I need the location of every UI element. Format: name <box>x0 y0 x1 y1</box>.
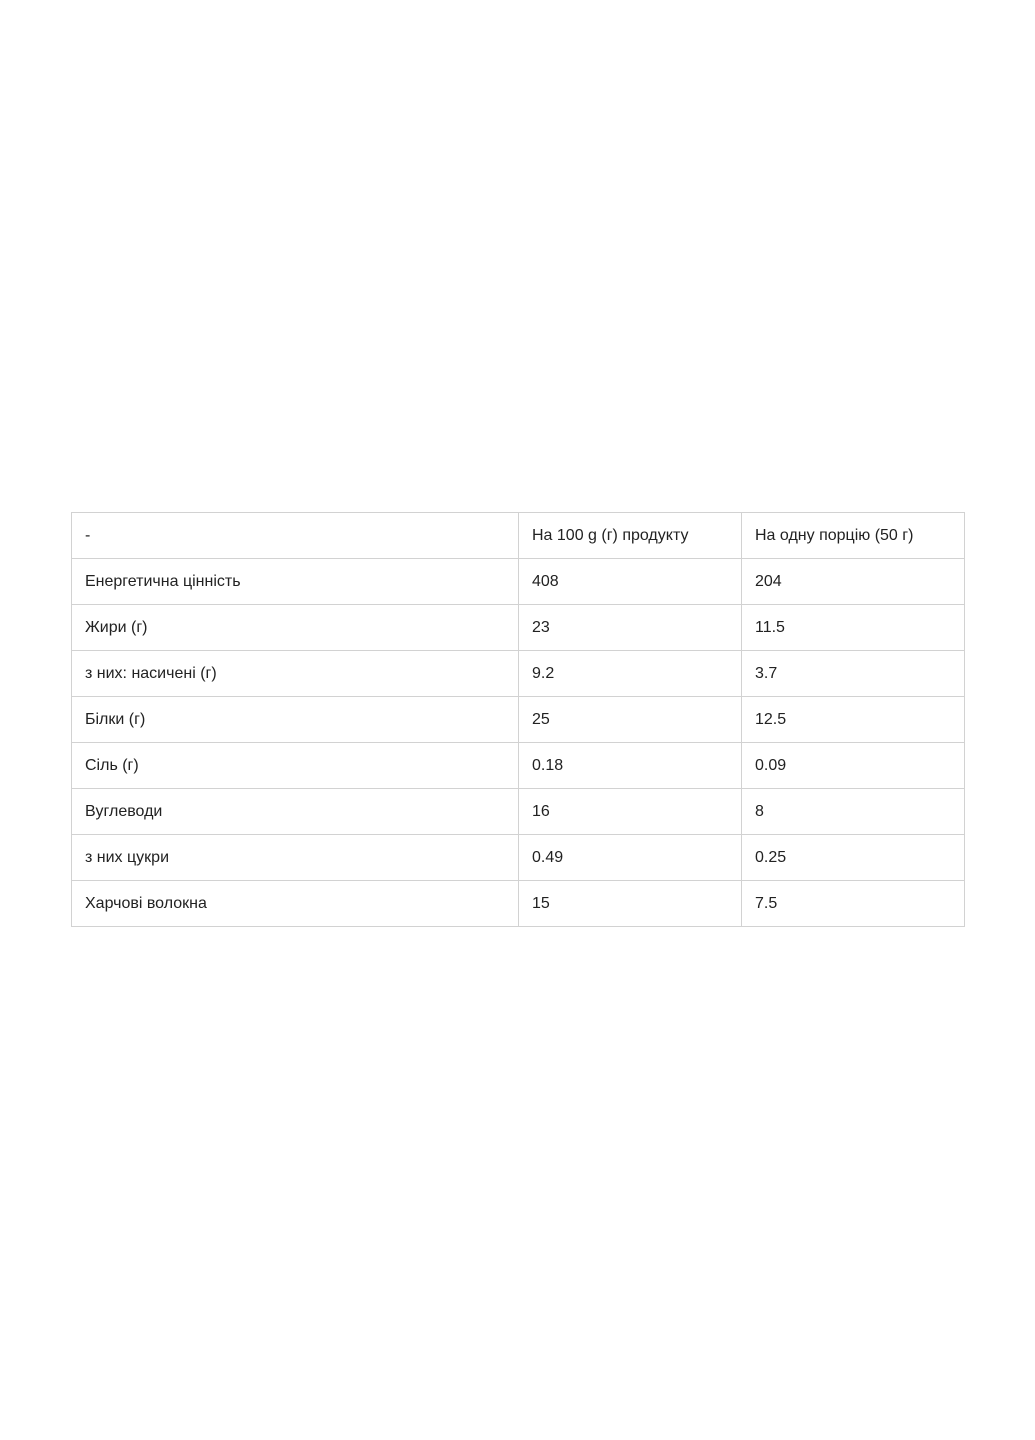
nutrition-table <box>71 512 965 927</box>
nutrient-name: Енергетична цінність <box>72 559 519 605</box>
nutrient-name: Білки (г) <box>72 697 519 743</box>
table-row <box>72 881 965 927</box>
value-per-100g: 15 <box>519 881 742 927</box>
nutrient-name: Харчові волокна <box>72 881 519 927</box>
table-row <box>72 743 965 789</box>
value-per-100g: 25 <box>519 697 742 743</box>
value-per-100g: 408 <box>519 559 742 605</box>
value-per-serving: 8 <box>742 789 965 835</box>
value-per-serving: 12.5 <box>742 697 965 743</box>
table-row <box>72 789 965 835</box>
nutrient-name: Вуглеводи <box>72 789 519 835</box>
header-cell-per-serving: На одну порцію (50 г) <box>742 513 965 559</box>
header-cell-per-100g: На 100 g (г) продукту <box>519 513 742 559</box>
value-per-serving: 3.7 <box>742 651 965 697</box>
table-row <box>72 697 965 743</box>
table-row <box>72 605 965 651</box>
table-header-row <box>72 513 965 559</box>
value-per-serving: 7.5 <box>742 881 965 927</box>
value-per-100g: 23 <box>519 605 742 651</box>
nutrient-name: Сіль (г) <box>72 743 519 789</box>
nutrient-name: Жири (г) <box>72 605 519 651</box>
table-row <box>72 835 965 881</box>
table-row <box>72 559 965 605</box>
value-per-serving: 0.09 <box>742 743 965 789</box>
header-cell-label: - <box>72 513 519 559</box>
nutrient-name: з них цукри <box>72 835 519 881</box>
value-per-100g: 0.18 <box>519 743 742 789</box>
value-per-serving: 204 <box>742 559 965 605</box>
value-per-serving: 0.25 <box>742 835 965 881</box>
value-per-100g: 9.2 <box>519 651 742 697</box>
value-per-100g: 16 <box>519 789 742 835</box>
value-per-100g: 0.49 <box>519 835 742 881</box>
value-per-serving: 11.5 <box>742 605 965 651</box>
nutrient-name: з них: насичені (г) <box>72 651 519 697</box>
table-row <box>72 651 965 697</box>
